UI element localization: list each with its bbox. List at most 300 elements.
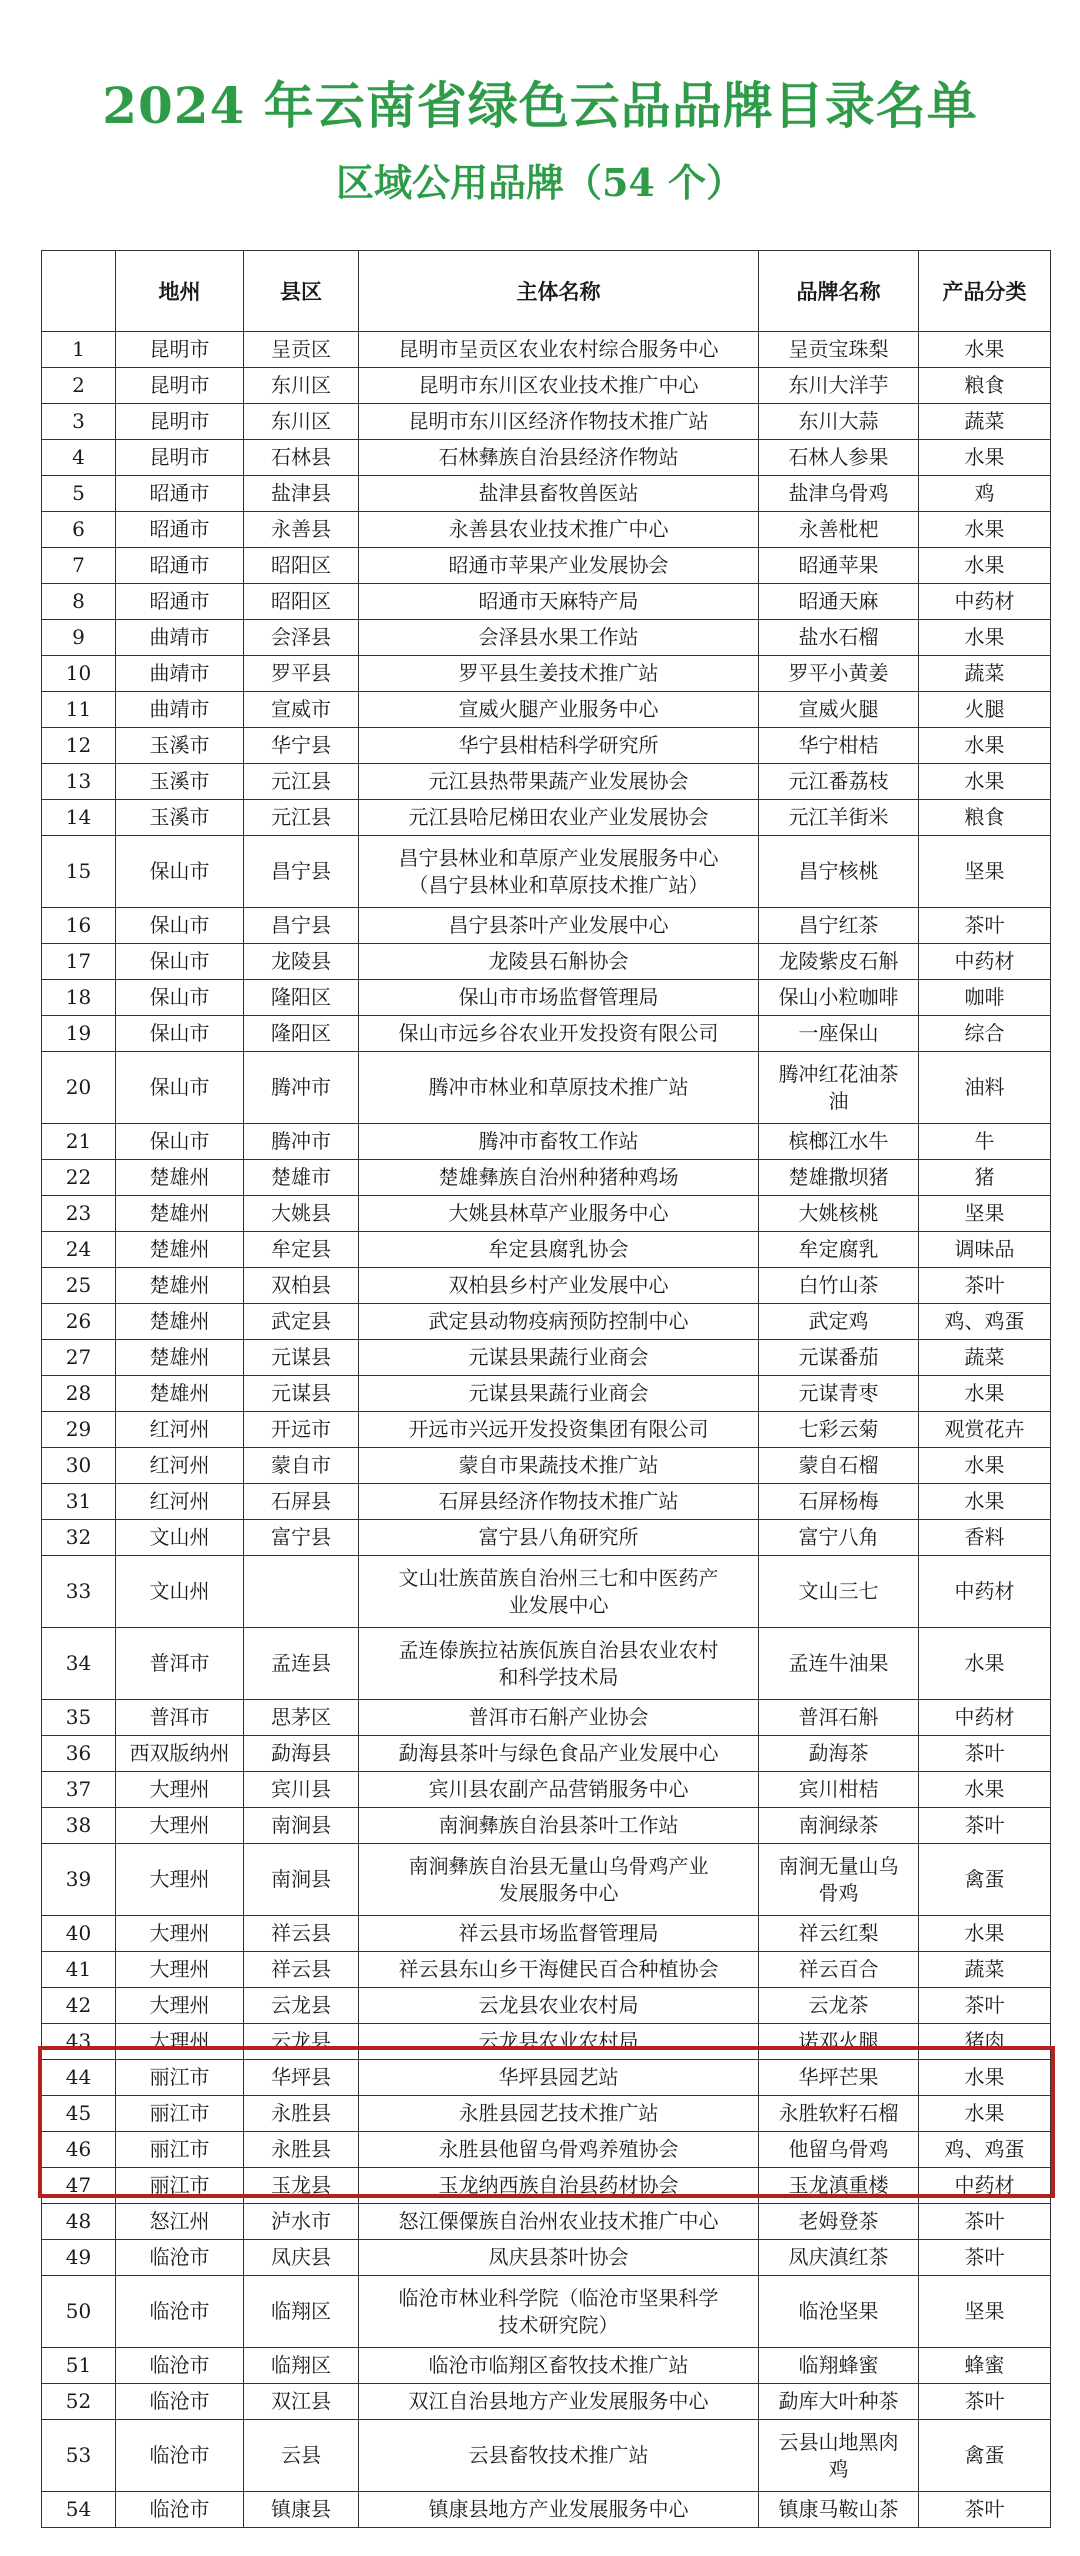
cell-category: 蔬菜 <box>919 1340 1051 1376</box>
cell-entity: 孟连傣族拉祜族佤族自治县农业农村 和科学技术局 <box>359 1628 759 1700</box>
cell-brand: 昌宁红茶 <box>759 908 919 944</box>
table-row <box>42 368 1051 404</box>
cell-category: 粮食 <box>919 368 1051 404</box>
cell-index: 31 <box>42 1484 116 1520</box>
cell-county: 玉龙县 <box>244 2168 359 2204</box>
cell-brand: 楚雄撒坝猪 <box>759 1160 919 1196</box>
cell-category: 茶叶 <box>919 1736 1051 1772</box>
cell-category: 鸡 <box>919 476 1051 512</box>
cell-entity: 昆明市东川区农业技术推广中心 <box>359 368 759 404</box>
cell-index: 12 <box>42 728 116 764</box>
cell-entity: 保山市远乡谷农业开发投资有限公司 <box>359 1016 759 1052</box>
cell-category: 火腿 <box>919 692 1051 728</box>
cell-index: 34 <box>42 1628 116 1700</box>
cell-brand: 华坪芒果 <box>759 2060 919 2096</box>
cell-prefecture: 玉溪市 <box>116 800 244 836</box>
cell-entity: 双江自治县地方产业发展服务中心 <box>359 2384 759 2420</box>
table-row <box>42 1016 1051 1052</box>
cell-entity: 保山市市场监督管理局 <box>359 980 759 1016</box>
table-row <box>42 1628 1051 1700</box>
cell-index: 38 <box>42 1808 116 1844</box>
cell-entity: 元江县哈尼梯田农业产业发展协会 <box>359 800 759 836</box>
cell-prefecture: 丽江市 <box>116 2168 244 2204</box>
table-row <box>42 1304 1051 1340</box>
cell-entity: 文山壮族苗族自治州三七和中医药产 业发展中心 <box>359 1556 759 1628</box>
cell-entity: 盐津县畜牧兽医站 <box>359 476 759 512</box>
cell-prefecture: 红河州 <box>116 1448 244 1484</box>
cell-category: 鸡、鸡蛋 <box>919 2132 1051 2168</box>
cell-brand: 一座保山 <box>759 1016 919 1052</box>
cell-entity: 怒江傈僳族自治州农业技术推广中心 <box>359 2204 759 2240</box>
cell-county: 宣威市 <box>244 692 359 728</box>
cell-brand: 诺邓火腿 <box>759 2024 919 2060</box>
cell-entity: 开远市兴远开发投资集团有限公司 <box>359 1412 759 1448</box>
cell-prefecture: 昭通市 <box>116 584 244 620</box>
cell-category: 咖啡 <box>919 980 1051 1016</box>
cell-entity: 永胜县园艺技术推广站 <box>359 2096 759 2132</box>
cell-county: 大姚县 <box>244 1196 359 1232</box>
cell-entity: 南涧彝族自治县无量山乌骨鸡产业 发展服务中心 <box>359 1844 759 1916</box>
cell-prefecture: 曲靖市 <box>116 656 244 692</box>
cell-category: 水果 <box>919 1916 1051 1952</box>
cell-county: 牟定县 <box>244 1232 359 1268</box>
cell-entity: 宾川县农副产品营销服务中心 <box>359 1772 759 1808</box>
cell-index: 54 <box>42 2492 116 2528</box>
cell-county: 元江县 <box>244 800 359 836</box>
cell-category: 茶叶 <box>919 908 1051 944</box>
cell-index: 33 <box>42 1556 116 1628</box>
cell-county: 临翔区 <box>244 2276 359 2348</box>
table-row <box>42 548 1051 584</box>
cell-county: 石屏县 <box>244 1484 359 1520</box>
cell-prefecture: 保山市 <box>116 908 244 944</box>
page-subtitle: 区域公用品牌（54 个） <box>335 160 745 205</box>
cell-index: 26 <box>42 1304 116 1340</box>
cell-index: 46 <box>42 2132 116 2168</box>
cell-index: 45 <box>42 2096 116 2132</box>
cell-prefecture: 楚雄州 <box>116 1268 244 1304</box>
table-row <box>42 2060 1051 2096</box>
cell-county: 祥云县 <box>244 1916 359 1952</box>
cell-index: 19 <box>42 1016 116 1052</box>
table-row <box>42 1844 1051 1916</box>
cell-category: 中药材 <box>919 2168 1051 2204</box>
cell-brand: 盐津乌骨鸡 <box>759 476 919 512</box>
cell-prefecture: 玉溪市 <box>116 728 244 764</box>
cell-category: 茶叶 <box>919 2384 1051 2420</box>
cell-county: 隆阳区 <box>244 980 359 1016</box>
cell-prefecture: 楚雄州 <box>116 1160 244 1196</box>
cell-county: 永胜县 <box>244 2132 359 2168</box>
cell-brand: 元谋番茄 <box>759 1340 919 1376</box>
cell-entity: 昌宁县林业和草原产业发展服务中心 （昌宁县林业和草原技术推广站） <box>359 836 759 908</box>
cell-index: 48 <box>42 2204 116 2240</box>
cell-prefecture: 丽江市 <box>116 2132 244 2168</box>
cell-category: 中药材 <box>919 1556 1051 1628</box>
cell-prefecture: 临沧市 <box>116 2348 244 2384</box>
cell-entity: 永胜县他留乌骨鸡养殖协会 <box>359 2132 759 2168</box>
cell-index: 16 <box>42 908 116 944</box>
table-row <box>42 1052 1051 1124</box>
cell-entity: 华坪县园艺站 <box>359 2060 759 2096</box>
cell-category: 调味品 <box>919 1232 1051 1268</box>
cell-category: 蔬菜 <box>919 404 1051 440</box>
cell-index: 52 <box>42 2384 116 2420</box>
cell-brand: 勐库大叶种茶 <box>759 2384 919 2420</box>
cell-category: 蔬菜 <box>919 656 1051 692</box>
table-row <box>42 764 1051 800</box>
cell-prefecture: 普洱市 <box>116 1700 244 1736</box>
cell-entity: 玉龙纳西族自治县药材协会 <box>359 2168 759 2204</box>
cell-entity: 大姚县林草产业服务中心 <box>359 1196 759 1232</box>
cell-category: 水果 <box>919 2060 1051 2096</box>
cell-category: 牛 <box>919 1124 1051 1160</box>
cell-index: 13 <box>42 764 116 800</box>
cell-entity: 双柏县乡村产业发展中心 <box>359 1268 759 1304</box>
cell-index: 18 <box>42 980 116 1016</box>
table-row <box>42 2132 1051 2168</box>
cell-brand: 呈贡宝珠梨 <box>759 332 919 368</box>
cell-county: 凤庆县 <box>244 2240 359 2276</box>
cell-county: 楚雄市 <box>244 1160 359 1196</box>
cell-county: 勐海县 <box>244 1736 359 1772</box>
brand-table <box>41 250 1051 2528</box>
table-row <box>42 2276 1051 2348</box>
cell-category: 坚果 <box>919 1196 1051 1232</box>
cell-brand: 昭通苹果 <box>759 548 919 584</box>
cell-entity: 楚雄彝族自治州种猪种鸡场 <box>359 1160 759 1196</box>
cell-category: 蜂蜜 <box>919 2348 1051 2384</box>
cell-entity: 罗平县生姜技术推广站 <box>359 656 759 692</box>
cell-county: 南涧县 <box>244 1808 359 1844</box>
cell-entity: 腾冲市畜牧工作站 <box>359 1124 759 1160</box>
cell-county: 宾川县 <box>244 1772 359 1808</box>
cell-entity: 宣威火腿产业服务中心 <box>359 692 759 728</box>
table-row <box>42 1700 1051 1736</box>
cell-index: 5 <box>42 476 116 512</box>
cell-prefecture: 大理州 <box>116 1808 244 1844</box>
table-body <box>42 332 1051 2528</box>
cell-index: 21 <box>42 1124 116 1160</box>
cell-county: 孟连县 <box>244 1628 359 1700</box>
cell-index: 43 <box>42 2024 116 2060</box>
cell-index: 51 <box>42 2348 116 2384</box>
cell-index: 25 <box>42 1268 116 1304</box>
cell-category: 中药材 <box>919 1700 1051 1736</box>
cell-brand: 保山小粒咖啡 <box>759 980 919 1016</box>
cell-county: 祥云县 <box>244 1952 359 1988</box>
cell-brand: 元江番荔枝 <box>759 764 919 800</box>
cell-index: 20 <box>42 1052 116 1124</box>
cell-index: 8 <box>42 584 116 620</box>
page-title: 2024 年云南省绿色云品品牌目录名单 <box>102 76 978 135</box>
cell-prefecture: 文山州 <box>116 1520 244 1556</box>
cell-brand: 宣威火腿 <box>759 692 919 728</box>
cell-entity: 临沧市林业科学院（临沧市坚果科学 技术研究院） <box>359 2276 759 2348</box>
cell-brand: 宾川柑桔 <box>759 1772 919 1808</box>
cell-prefecture: 大理州 <box>116 1844 244 1916</box>
cell-prefecture: 保山市 <box>116 1016 244 1052</box>
cell-category: 中药材 <box>919 944 1051 980</box>
cell-brand: 罗平小黄姜 <box>759 656 919 692</box>
cell-county: 昌宁县 <box>244 836 359 908</box>
cell-category: 茶叶 <box>919 2492 1051 2528</box>
cell-prefecture: 丽江市 <box>116 2096 244 2132</box>
cell-index: 29 <box>42 1412 116 1448</box>
cell-county: 泸水市 <box>244 2204 359 2240</box>
cell-index: 11 <box>42 692 116 728</box>
table-row <box>42 1772 1051 1808</box>
cell-county: 武定县 <box>244 1304 359 1340</box>
cell-index: 40 <box>42 1916 116 1952</box>
cell-category: 禽蛋 <box>919 2420 1051 2492</box>
cell-category: 油料 <box>919 1052 1051 1124</box>
cell-entity: 昆明市呈贡区农业农村综合服务中心 <box>359 332 759 368</box>
cell-category: 禽蛋 <box>919 1844 1051 1916</box>
cell-county: 开远市 <box>244 1412 359 1448</box>
table-row <box>42 1520 1051 1556</box>
cell-entity: 祥云县东山乡干海健民百合种植协会 <box>359 1952 759 1988</box>
cell-county: 华坪县 <box>244 2060 359 2096</box>
cell-category: 综合 <box>919 1016 1051 1052</box>
cell-category: 蔬菜 <box>919 1952 1051 1988</box>
cell-category: 茶叶 <box>919 2240 1051 2276</box>
cell-brand: 临沧坚果 <box>759 2276 919 2348</box>
cell-category: 茶叶 <box>919 2204 1051 2240</box>
cell-prefecture: 临沧市 <box>116 2384 244 2420</box>
table-row <box>42 1736 1051 1772</box>
cell-category: 猪 <box>919 1160 1051 1196</box>
cell-county: 昭阳区 <box>244 584 359 620</box>
cell-brand: 华宁柑桔 <box>759 728 919 764</box>
cell-prefecture: 保山市 <box>116 1052 244 1124</box>
cell-brand: 昌宁核桃 <box>759 836 919 908</box>
cell-brand: 祥云红梨 <box>759 1916 919 1952</box>
cell-index: 35 <box>42 1700 116 1736</box>
cell-entity: 牟定县腐乳协会 <box>359 1232 759 1268</box>
cell-prefecture: 大理州 <box>116 1916 244 1952</box>
cell-index: 10 <box>42 656 116 692</box>
table-row <box>42 944 1051 980</box>
cell-category: 鸡、鸡蛋 <box>919 1304 1051 1340</box>
table-row <box>42 1556 1051 1628</box>
header-category: 产品分类 <box>919 251 1051 332</box>
table-row <box>42 692 1051 728</box>
cell-index: 9 <box>42 620 116 656</box>
cell-prefecture: 西双版纳州 <box>116 1736 244 1772</box>
cell-index: 27 <box>42 1340 116 1376</box>
cell-entity: 武定县动物疫病预防控制中心 <box>359 1304 759 1340</box>
cell-county: 石林县 <box>244 440 359 476</box>
cell-brand: 他留乌骨鸡 <box>759 2132 919 2168</box>
cell-prefecture: 临沧市 <box>116 2492 244 2528</box>
cell-prefecture: 保山市 <box>116 980 244 1016</box>
cell-prefecture: 楚雄州 <box>116 1340 244 1376</box>
cell-county: 镇康县 <box>244 2492 359 2528</box>
table-row <box>42 1484 1051 1520</box>
cell-county: 云龙县 <box>244 2024 359 2060</box>
cell-prefecture: 昆明市 <box>116 404 244 440</box>
cell-prefecture: 保山市 <box>116 836 244 908</box>
cell-brand: 云县山地黑肉 鸡 <box>759 2420 919 2492</box>
cell-prefecture: 昭通市 <box>116 476 244 512</box>
cell-prefecture: 红河州 <box>116 1412 244 1448</box>
cell-county: 隆阳区 <box>244 1016 359 1052</box>
header-prefecture: 地州 <box>116 251 244 332</box>
header-brand: 品牌名称 <box>759 251 919 332</box>
cell-category: 坚果 <box>919 2276 1051 2348</box>
cell-county: 东川区 <box>244 404 359 440</box>
cell-entity: 腾冲市林业和草原技术推广站 <box>359 1052 759 1124</box>
cell-county: 腾冲市 <box>244 1052 359 1124</box>
cell-entity: 石屏县经济作物技术推广站 <box>359 1484 759 1520</box>
table-row <box>42 1160 1051 1196</box>
cell-prefecture: 昆明市 <box>116 368 244 404</box>
cell-brand: 元谋青枣 <box>759 1376 919 1412</box>
table-row <box>42 1124 1051 1160</box>
table-row <box>42 1988 1051 2024</box>
cell-category: 水果 <box>919 512 1051 548</box>
table-row <box>42 2168 1051 2204</box>
cell-entity: 凤庆县茶叶协会 <box>359 2240 759 2276</box>
cell-county: 云龙县 <box>244 1988 359 2024</box>
cell-county: 昭阳区 <box>244 548 359 584</box>
cell-brand: 普洱石斛 <box>759 1700 919 1736</box>
cell-county: 会泽县 <box>244 620 359 656</box>
table-row <box>42 1232 1051 1268</box>
cell-brand: 石林人参果 <box>759 440 919 476</box>
cell-category: 水果 <box>919 332 1051 368</box>
cell-category: 猪肉 <box>919 2024 1051 2060</box>
cell-county: 呈贡区 <box>244 332 359 368</box>
cell-category: 茶叶 <box>919 1268 1051 1304</box>
cell-entity: 南涧彝族自治县茶叶工作站 <box>359 1808 759 1844</box>
table-row <box>42 2492 1051 2528</box>
table-row <box>42 1196 1051 1232</box>
cell-county: 华宁县 <box>244 728 359 764</box>
cell-county: 南涧县 <box>244 1844 359 1916</box>
table-row <box>42 2420 1051 2492</box>
cell-prefecture: 保山市 <box>116 944 244 980</box>
cell-county: 东川区 <box>244 368 359 404</box>
cell-index: 53 <box>42 2420 116 2492</box>
cell-entity: 勐海县茶叶与绿色食品产业发展中心 <box>359 1736 759 1772</box>
cell-category: 观赏花卉 <box>919 1412 1051 1448</box>
header-index <box>42 251 116 332</box>
cell-county: 元谋县 <box>244 1340 359 1376</box>
cell-county <box>244 1556 359 1628</box>
cell-entity: 永善县农业技术推广中心 <box>359 512 759 548</box>
cell-brand: 蒙自石榴 <box>759 1448 919 1484</box>
header-county: 县区 <box>244 251 359 332</box>
cell-county: 永善县 <box>244 512 359 548</box>
cell-county: 双柏县 <box>244 1268 359 1304</box>
cell-brand: 昭通天麻 <box>759 584 919 620</box>
cell-index: 4 <box>42 440 116 476</box>
cell-entity: 石林彝族自治县经济作物站 <box>359 440 759 476</box>
cell-entity: 富宁县八角研究所 <box>359 1520 759 1556</box>
table-row <box>42 332 1051 368</box>
cell-category: 水果 <box>919 620 1051 656</box>
cell-brand: 腾冲红花油茶 油 <box>759 1052 919 1124</box>
table-row <box>42 836 1051 908</box>
cell-entity: 普洱市石斛产业协会 <box>359 1700 759 1736</box>
cell-entity: 元江县热带果蔬产业发展协会 <box>359 764 759 800</box>
cell-prefecture: 大理州 <box>116 2024 244 2060</box>
cell-index: 6 <box>42 512 116 548</box>
table-row <box>42 1916 1051 1952</box>
cell-brand: 南涧绿茶 <box>759 1808 919 1844</box>
cell-prefecture: 楚雄州 <box>116 1232 244 1268</box>
cell-brand: 东川大洋芋 <box>759 368 919 404</box>
cell-entity: 昭通市苹果产业发展协会 <box>359 548 759 584</box>
cell-county: 腾冲市 <box>244 1124 359 1160</box>
cell-prefecture: 大理州 <box>116 1952 244 1988</box>
cell-brand: 文山三七 <box>759 1556 919 1628</box>
cell-prefecture: 红河州 <box>116 1484 244 1520</box>
cell-county: 盐津县 <box>244 476 359 512</box>
table-row <box>42 1340 1051 1376</box>
table-row <box>42 1448 1051 1484</box>
cell-prefecture: 昆明市 <box>116 440 244 476</box>
table-row <box>42 1808 1051 1844</box>
cell-index: 17 <box>42 944 116 980</box>
cell-entity: 蒙自市果蔬技术推广站 <box>359 1448 759 1484</box>
cell-index: 32 <box>42 1520 116 1556</box>
cell-brand: 老姆登茶 <box>759 2204 919 2240</box>
cell-brand: 盐水石榴 <box>759 620 919 656</box>
cell-brand: 槟榔江水牛 <box>759 1124 919 1160</box>
table-row <box>42 1376 1051 1412</box>
cell-category: 坚果 <box>919 836 1051 908</box>
cell-index: 2 <box>42 368 116 404</box>
cell-index: 42 <box>42 1988 116 2024</box>
cell-brand: 七彩云菊 <box>759 1412 919 1448</box>
cell-entity: 华宁县柑桔科学研究所 <box>359 728 759 764</box>
cell-county: 双江县 <box>244 2384 359 2420</box>
cell-index: 14 <box>42 800 116 836</box>
cell-prefecture: 大理州 <box>116 1772 244 1808</box>
cell-index: 50 <box>42 2276 116 2348</box>
cell-index: 41 <box>42 1952 116 1988</box>
cell-county: 永胜县 <box>244 2096 359 2132</box>
cell-category: 水果 <box>919 1376 1051 1412</box>
cell-county: 龙陵县 <box>244 944 359 980</box>
table-row <box>42 476 1051 512</box>
cell-brand: 南涧无量山乌 骨鸡 <box>759 1844 919 1916</box>
cell-category: 中药材 <box>919 584 1051 620</box>
table-row <box>42 1412 1051 1448</box>
cell-index: 37 <box>42 1772 116 1808</box>
cell-category: 茶叶 <box>919 1808 1051 1844</box>
cell-brand: 白竹山茶 <box>759 1268 919 1304</box>
table-row <box>42 800 1051 836</box>
cell-county: 元江县 <box>244 764 359 800</box>
table-row <box>42 2348 1051 2384</box>
cell-brand: 大姚核桃 <box>759 1196 919 1232</box>
cell-entity: 元谋县果蔬行业商会 <box>359 1376 759 1412</box>
cell-prefecture: 昭通市 <box>116 548 244 584</box>
cell-category: 水果 <box>919 728 1051 764</box>
cell-county: 元谋县 <box>244 1376 359 1412</box>
cell-category: 水果 <box>919 2096 1051 2132</box>
cell-prefecture: 玉溪市 <box>116 764 244 800</box>
cell-prefecture: 普洱市 <box>116 1628 244 1700</box>
cell-county: 云县 <box>244 2420 359 2492</box>
cell-entity: 会泽县水果工作站 <box>359 620 759 656</box>
cell-county: 昌宁县 <box>244 908 359 944</box>
table-row <box>42 584 1051 620</box>
